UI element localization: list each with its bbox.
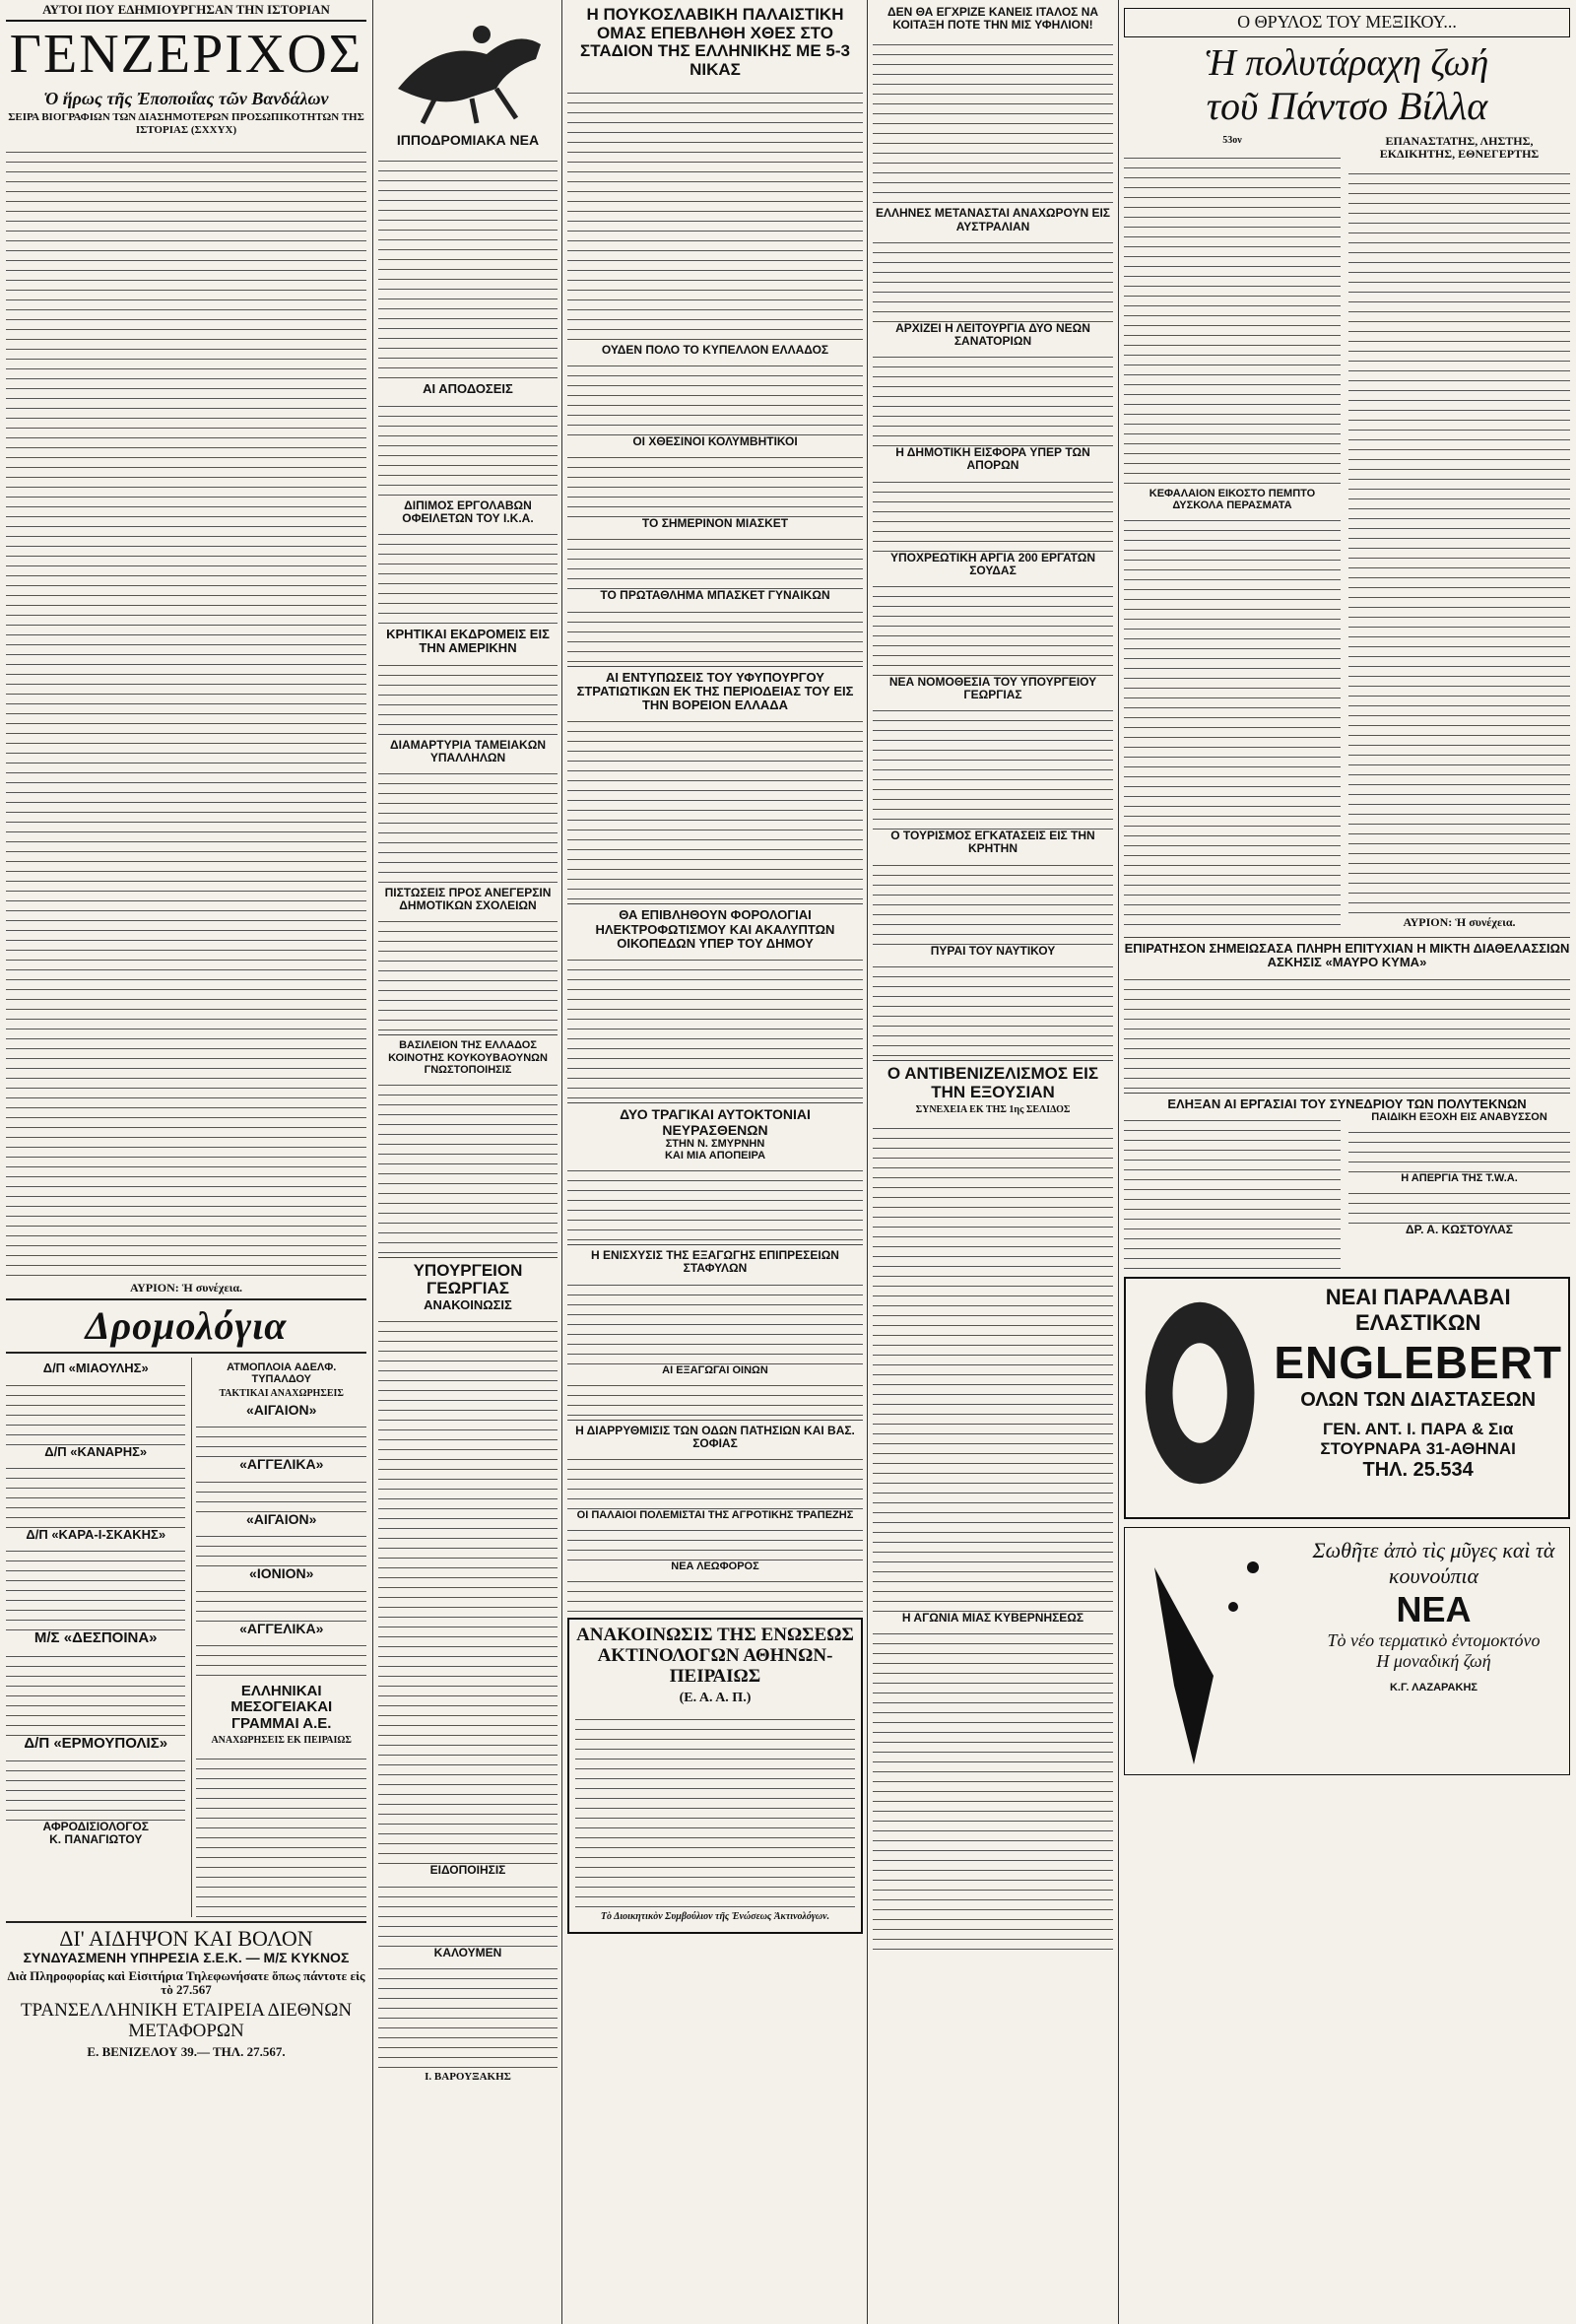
article-body-text: [1348, 165, 1570, 913]
article-body-text: [567, 1162, 863, 1240]
article-body-text: [567, 530, 863, 589]
series-label: ΣΕΙΡΑ ΒΙΟΓΡΑΦΙΩΝ ΤΩΝ ΔΙΑΣΗΜΟΤΕΡΩΝ ΠΡΟΣΩΠΙΚΟΤΗΤΩΝ ΤΗΣ ΙΣΤΟΡΙΑΣ (ΣΧΧΥΧ): [8, 111, 364, 136]
schedule-text: [196, 1418, 366, 1457]
article-body-text: [567, 951, 863, 1098]
ship-name: «ΑΓΓΕΛΙΚΑ»: [239, 1620, 324, 1636]
article-body-text: [873, 35, 1113, 203]
article-body-text: [567, 1572, 863, 1612]
ship-name: Δ/Π «ΚΑΝΑΡΗΣ»: [44, 1443, 148, 1459]
article-title: ΓΕΝΖΕΡΙΧΟΣ: [9, 23, 363, 85]
subheading: Η ΑΓΩΝΙΑ ΜΙΑΣ ΚΥΒΕΡΝΗΣΕΩΣ: [901, 1610, 1084, 1625]
ship-name: «ΑΓΓΕΛΙΚΑ»: [239, 1456, 324, 1473]
column-2: [378, 0, 558, 2324]
notice-heading: ΑΝΑΚΟΙΝΩΣΙΣ: [424, 1297, 512, 1313]
subheading: ΠΙΣΤΩΣΕΙΣ ΠΡΟΣ ΑΝΕΓΕΡΣΙΝ ΔΗΜΟΤΙΚΩΝ ΣΧΟΛΕΙΩΝ: [384, 886, 552, 913]
headline: ΝΕΑ ΝΟΜΟΘΕΣΙΑ ΤΟΥ ΥΠΟΥΡΓΕΙΟΥ ΓΕΩΡΓΙΑΣ: [888, 674, 1097, 702]
subheading: ΣΤΗΝ Ν. ΣΜΥΡΝΗΝ: [665, 1138, 765, 1151]
notice-heading: ΕΙΔΟΠΟΙΗΣΙΣ: [429, 1863, 506, 1878]
article-body-text: [1124, 1111, 1341, 1269]
ad-line: ΣΤΟΥΡΝΑΡΑ 31-ΑΘΗΝΑΙ: [1320, 1438, 1516, 1458]
subheading: ΝΕΑ ΛΕΩΦΟΡΟΣ: [671, 1560, 759, 1573]
column-5: [1124, 0, 1570, 2324]
ad-line: Τὸ νέο τερματικὸ ἐντομοκτόνο: [1327, 1629, 1541, 1650]
article-body-text: [567, 712, 863, 899]
headline: ΑΡΧΙΖΕΙ Η ΛΕΙΤΟΥΡΓΙΑ ΔΥΟ ΝΕΩΝ ΣΑΝΑΤΟΡΙΩΝ: [895, 320, 1090, 348]
article-title: τοῦ Πάντσο Βίλλα: [1206, 83, 1488, 128]
announcement-text: [575, 1710, 855, 1907]
headline: Η ΔΗΜΟΤΙΚΗ ΕΙΣΦΟΡΑ ΥΠΕΡ ΤΩΝ ΑΠΟΡΩΝ: [895, 445, 1090, 473]
announcement-subtitle: (Ε. Α. Α. Π.): [679, 1690, 752, 1705]
article-body-text: [378, 152, 558, 378]
schedule-text: [196, 1750, 366, 1917]
ad-line: Σωθῆτε ἀπὸ τὶς μῦγες καὶ τὰ κουνούπια: [1312, 1537, 1555, 1588]
article-title: Ἡ πολυτάραχη ζωή: [1205, 41, 1489, 84]
schedule-text: [196, 1636, 366, 1676]
subheading: ΟΙ ΧΘΕΣΙΝΟΙ ΚΟΛΥΜΒΗΤΙΚΟΙ: [632, 433, 798, 448]
article-subtitle: Ὁ ἥρως τῆς Ἐποποιΐας τῶν Βανδάλων: [43, 88, 329, 108]
ship-name: Δ/Π «ΜΙΑΟΥΛΗΣ»: [42, 1361, 149, 1376]
notice-heading: ΚΑΛΟΥΜΕΝ: [433, 1945, 502, 1959]
article-body-text: [873, 1625, 1113, 1950]
article-body-text: [567, 357, 863, 435]
ad-line: Κ.Γ. ΛΑΖΑΡΑΚΗΣ: [1389, 1681, 1478, 1693]
headline: ΘΑ ΕΠΙΒΛΗΘΟΥΝ ΦΟΡΟΛΟΓΙΑΙ ΗΛΕΚΤΡΟΦΩΤΙΣΜΟΥ ΚΑΙ ΑΚΑΛΥΠΤΩΝ ΟΙΚΟΠΕΔΩΝ ΥΠΕΡ ΤΟΥ ΔΗΜΟΥ: [595, 907, 835, 951]
ad-headline: ΝΕΑΙ ΠΑΡΑΛΑΒΑΙ ΕΛΑΣΤΙΚΩΝ: [1325, 1284, 1511, 1335]
headline: ΠΥΡΑΙ ΤΟΥ ΝΑΥΤΙΚΟΥ: [930, 943, 1056, 958]
ship-name: Δ/Π «ΕΡΜΟΥΠΟΛΙΣ»: [24, 1734, 168, 1752]
headline: ΔΥΟ ΤΡΑΓΙΚΑΙ ΑΥΤΟΚΤΟΝΙΑΙ ΝΕΥΡΑΣΘΕΝΩΝ: [620, 1106, 811, 1138]
kicker: ΑΥΤΟΙ ΠΟΥ ΕΔΗΜΙΟΥΡΓΗΣΑΝ ΤΗΝ ΙΣΤΟΡΙΑΝ: [6, 3, 366, 22]
article-body-text: [567, 1276, 863, 1364]
headline: ΑΙ ΕΝΤΥΠΩΣΕΙΣ ΤΟΥ ΥΦΥΠΟΥΡΓΟΥ ΣΤΡΑΤΙΩΤΙΚΩΝ ΕΚ ΤΗΣ ΠΕΡΙΟΔΕΙΑΣ ΤΟΥ ΕΙΣ ΤΗΝ ΒΟΡΕΙΟΝ ΕΛΛΑΔΑ: [576, 669, 854, 713]
article-body-text: [873, 1119, 1113, 1612]
article-body-text: [873, 856, 1113, 945]
tire-illustration: [1132, 1285, 1268, 1501]
article-body-text: [1124, 970, 1570, 1089]
headline: Ο ΤΟΥΡΙΣΜΟΣ ΕΓΚΑΤΑΣΕΙΣ ΕΙΣ ΤΗΝ ΚΡΗΤΗΝ: [890, 829, 1095, 856]
article-body-text: [1124, 149, 1341, 484]
article-body-text: [378, 764, 558, 883]
column-rule: [372, 0, 373, 2324]
notice-heading: ΓΝΩΣΤΟΠΟΙΗΣΙΣ: [424, 1063, 512, 1076]
ship-name: «ΑΙΓΑΙΟΝ»: [245, 1510, 317, 1527]
article-body-text: [873, 577, 1113, 676]
signature: Ι. ΒΑΡΟΥΞΑΚΗΣ: [425, 2070, 511, 2083]
insecticide-ad: [1124, 1527, 1570, 1775]
ship-name: «ΙΟΝΙΟΝ»: [249, 1565, 314, 1582]
ship-name: «ΑΙΓΑΙΟΝ»: [245, 1401, 317, 1418]
agent-name: Κ. ΠΑΝΑΓΙΩΤΟΥ: [49, 1832, 143, 1847]
column-1: [6, 0, 366, 2324]
announcement-box: [567, 1618, 863, 1933]
ad-line: Διὰ Πληροφορίας καὶ Εἰσιτήρια Τηλεφωνήσατε ὅπως πάντοτε εἰς τὸ 27.567: [7, 1967, 365, 1998]
ad-line: ΓΕΝ. ΑΝΤ. Ι. ΠΑΡΑ & Σια: [1322, 1419, 1514, 1438]
schedule-text: [6, 1752, 185, 1821]
notice-text: [378, 1878, 558, 1947]
schedule-text: [196, 1527, 366, 1566]
subheading: ΤΟ ΣΗΜΕΡΙΝΟΝ ΜΙΑΣΚΕΤ: [641, 516, 789, 531]
subheading: ΔΙΠΙΜΟΣ ΕΡΓΟΛΑΒΩΝ ΟΦΕΙΛΕΤΩΝ ΤΟΥ Ι.Κ.Α.: [402, 498, 534, 525]
schedule-text: [6, 1376, 185, 1445]
article-body-text: [567, 1450, 863, 1509]
subheading: ΟΙ ΠΑΛΑΙΟΙ ΠΟΛΕΜΙΣΤΑΙ ΤΗΣ ΑΓΡΟΤΙΚΗΣ ΤΡΑΠΕΖΗΣ: [576, 1509, 854, 1522]
article-body-text: [378, 912, 558, 1030]
ad-line: ΣΥΝΔΥΑΣΜΕΝΗ ΥΠΗΡΕΣΙΑ Σ.Ε.Κ. — Μ/Σ ΚΥΚΝΟΣ: [23, 1950, 350, 1966]
article-body-text: [378, 397, 558, 496]
notice-heading: ΒΑΣΙΛΕΙΟΝ ΤΗΣ ΕΛΛΑΔΟΣ: [399, 1039, 537, 1052]
subheading: ΚΑΙ ΜΙΑ ΑΠΟΠΕΙΡΑ: [664, 1150, 766, 1162]
chapter-heading: ΚΕΦΑΛΑΙΟΝ ΕΙΚΟΣΤΟ ΠΕΜΠΤΟ: [1149, 488, 1316, 500]
schedule-text: [6, 1542, 185, 1630]
shipping-tactic: ΤΑΚΤΙΚΑΙ ΑΝΑΧΩΡΗΣΕΙΣ: [219, 1388, 344, 1400]
englebert-ad: [1124, 1277, 1570, 1519]
article-body-text: [873, 348, 1113, 446]
column-3: [567, 0, 863, 2324]
article-body-text: [567, 603, 863, 662]
headline: ΔΕΝ ΘΑ ΕΓΧΡΙΖΕ ΚΑΝΕΙΣ ΙΤΑΛΟΣ ΝΑ ΚΟΙΤΑΞΗ ΠΟΤΕ ΤΗΝ ΜΙΣ ΥΦΗΛΙΟΝ!: [886, 5, 1099, 33]
subheading: ΑΙ ΑΠΟΔΟΣΕΙΣ: [423, 381, 513, 397]
column-rule: [561, 0, 562, 2324]
schedule-text: [196, 1473, 366, 1512]
subheading: ΑΙ ΕΞΑΓΩΓΑΙ ΟΙΝΩΝ: [662, 1363, 768, 1376]
article-body-text: [873, 233, 1113, 322]
ad-line: Ε. ΒΕΝΙΖΕΛΟΥ 39.— ΤΗΛ. 27.567.: [87, 2044, 286, 2060]
article-body-text: [567, 1521, 863, 1560]
ship-name: Μ/Σ «ΔΕΣΠΟΙΝΑ»: [33, 1629, 158, 1647]
continued-label: ΑΥΡΙΟΝ: Ἡ συνέχεια.: [129, 1280, 243, 1295]
ad-line: Η μοναδική ζωή: [1376, 1650, 1491, 1671]
headline: ΕΛΗΞΑΝ ΑΙ ΕΡΓΑΣΙΑΙ ΤΟΥ ΣΥΝΕΔΡΙΟΥ ΤΩΝ ΠΟΛΥΤΕΚΝΩΝ: [1167, 1096, 1527, 1111]
ad-brand: ENGLEBERT: [1274, 1336, 1562, 1388]
column-rule: [867, 0, 868, 2324]
schedule-text: [6, 1647, 185, 1736]
horse-rider-illustration: [378, 0, 558, 128]
agent-label: ΑΦΡΟΔΙΣΙΟΛΟΓΟΣ: [42, 1820, 149, 1834]
headline: ΕΛΛΗΝΕΣ ΜΕΤΑΝΑΣΤΑΙ ΑΝΑΧΩΡΟΥΝ ΕΙΣ ΑΥΣΤΡΑΛΙΑΝ: [875, 206, 1111, 233]
notice-text: [378, 1312, 558, 1864]
series-banner: Ο ΘΡΥΛΟΣ ΤΟΥ ΜΕΞΙΚΟΥ...: [1124, 8, 1570, 37]
notice-heading: ΥΠΟΥΡΓΕΙΟΝ ΓΕΩΡΓΙΑΣ: [413, 1260, 523, 1298]
article-body-text: [378, 656, 558, 735]
doctor-name: ΔΡ. Α. ΚΩΣΤΟΥΛΑΣ: [1405, 1223, 1514, 1237]
article-body-text: [378, 525, 558, 624]
headline: Η ΠΟΥΚΟΣΛΑΒΙΚΗ ΠΑΛΑΙΣΤΙΚΗ ΟΜΑΣ ΕΠΕΒΛΗΘΗ ΧΘΕΣ ΣΤΟ ΣΤΑΔΙΟΝ ΤΗΣ ΕΛΛΗΝΙΚΗΣ ΜΕ 5-3 ΝΙΚΑΣ: [580, 5, 850, 80]
subheading: ΠΑΙΔΙΚΗ ΕΞΟΧΗ ΕΙΣ ΑΝΑΒΥΣΣΟΝ: [1371, 1110, 1547, 1123]
headline: ΥΠΟΧΡΕΩΤΙΚΗ ΑΡΓΙΑ 200 ΕΡΓΑΤΩΝ ΣΟΥΔΑΣ: [889, 550, 1096, 577]
subheading: ΔΙΑΜΑΡΤΥΡΙΑ ΤΑΜΕΙΑΚΩΝ ΥΠΑΛΛΗΛΩΝ: [389, 737, 547, 764]
subheading: ΟΥΔΕΝ ΠΟΛΟ ΤΟ ΚΥΠΕΛΛΟΝ ΕΛΛΑΔΟΣ: [601, 342, 829, 357]
notice-heading: ΚΟΙΝΟΤΗΣ ΚΟΥΚΟΥΒΑΟΥΝΩΝ: [388, 1051, 548, 1064]
continued-label: ΑΥΡΙΟΝ: Ἡ συνέχεια.: [1403, 915, 1516, 930]
ad-line: ΔΙ' ΑΙΔΗΨΟΝ ΚΑΙ ΒΟΛΟΝ: [59, 1925, 313, 1951]
spray-illustration: [1125, 1528, 1292, 1774]
headline: Η ΔΙΑΡΡΥΘΜΙΣΙΣ ΤΩΝ ΟΔΩΝ ΠΑΤΗΣΙΩΝ ΚΑΙ ΒΑΣ. ΣΟΦΙΑΣ: [575, 1423, 855, 1450]
article-body-text: [873, 701, 1113, 830]
article-subtitle: ΕΠΑΝΑΣΤΑΤΗΣ, ΛΗΣΤΗΣ, ΕΚΔΙΚΗΤΗΣ, ΕΘΝΕΓΕΡΤΗΣ: [1379, 133, 1540, 162]
schedule-text: [6, 1459, 185, 1528]
notice-text: [378, 1076, 558, 1253]
continued-label: ΣΥΝΕΧΕΙΑ ΕΚ ΤΗΣ 1ης ΣΕΛΙΔΟΣ: [915, 1104, 1071, 1116]
article-body-text: [873, 473, 1113, 552]
article-body-text: [6, 143, 366, 1276]
headline: Η ΕΝΙΣΧΥΣΙΣ ΤΗΣ ΕΞΑΓΩΓΗΣ ΕΠΙΠΡΕΣΕΙΩΝ ΣΤΑΦΥΛΩΝ: [591, 1248, 839, 1276]
ad-line: ΟΛΩΝ ΤΩΝ ΔΙΑΣΤΑΣΕΩΝ: [1300, 1388, 1537, 1411]
section-title: Δρομολόγια: [85, 1303, 288, 1349]
announcement-title: ΑΝΑΚΟΙΝΩΣΙΣ ΤΗΣ ΕΝΩΣΕΩΣ ΑΚΤΙΝΟΛΟΓΩΝ ΑΘΗΝΩΝ-ΠΕΙΡΑΙΩΣ: [576, 1625, 854, 1688]
article-body-text: [1348, 1123, 1570, 1172]
ad-line: ΤΡΑΝΣΕΛΛΗΝΙΚΗ ΕΤΑΙΡΕΙΑ ΔΙΕΘΝΩΝ ΜΕΤΑΦΟΡΩΝ: [20, 2000, 353, 2042]
article-body-text: [567, 448, 863, 517]
section-title: ΙΠΠΟΔΡΟΜΙΑΚΑ ΝΕΑ: [396, 132, 540, 148]
chapter-heading: ΔΥΣΚΟΛΑ ΠΕΡΑΣΜΑΤΑ: [1172, 499, 1292, 512]
headline: ΕΠΙΡΑΤΗΣΟΝ ΣΗΜΕΙΩΣΑΣΑ ΠΛΗΡΗ ΕΠΙΤΥΧΙΑΝ Η ΜΙΚΤΗ ΔΙΑΘΕΛΑΣΣΙΩΝ ΑΣΚΗΣΙΣ «ΜΑΥΡΟ ΚΥΜΑ»: [1124, 940, 1570, 970]
schedule-text: [196, 1582, 366, 1622]
notice-text: [378, 1959, 558, 2068]
headline: Ο ΑΝΤΙΒΕΝΙΖΕΛΙΣΜΟΣ ΕΙΣ ΤΗΝ ΕΞΟΥΣΙΑΝ: [886, 1063, 1099, 1101]
article-body-text: [567, 1376, 863, 1416]
subheading: ΤΟ ΠΡΩΤΑΘΛΗΜΑ ΜΠΑΣΚΕΤ ΓΥΝΑΙΚΩΝ: [600, 588, 830, 603]
article-body-text: [567, 84, 863, 340]
subheading: Η ΑΠΕΡΓΙΑ ΤΗΣ Τ.W.A.: [1401, 1171, 1518, 1184]
departures-label: ΑΝΑΧΩΡΗΣΕΙΣ ΕΚ ΠΕΙΡΑΙΩΣ: [211, 1735, 352, 1747]
article-body-text: [1124, 511, 1341, 925]
shipping-firm: ΕΛΛΗΝΙΚΑΙ ΜΕΣΟΓΕΙΑΚΑΙ ΓΡΑΜΜΑΙ Α.Ε.: [230, 1682, 333, 1732]
article-body-text: [873, 958, 1113, 1056]
ad-line: ΤΗΛ. 25.534: [1362, 1458, 1474, 1481]
article-body-text: [1348, 1184, 1570, 1224]
installment-label: 53ον: [1222, 134, 1242, 146]
ad-brand: ΝΕΑ: [1396, 1588, 1472, 1629]
announcement-signature: Τὸ Διοικητικὸν Συμβούλιον τῆς Ἑνώσεως Ἀκτινολόγων.: [600, 1911, 830, 1923]
column-rule: [1118, 0, 1119, 2324]
shipping-firm: ΑΤΜΟΠΛΟΙΑ ΑΔΕΛΦ. ΤΥΠΑΛΔΟΥ: [227, 1361, 337, 1386]
ship-name: Δ/Π «ΚΑΡΑ-Ι-ΣΚΑΚΗΣ»: [26, 1526, 166, 1542]
subheading: ΚΡΗΤΙΚΑΙ ΕΚΔΡΟΜΕΙΣ ΕΙΣ ΤΗΝ ΑΜΕΡΙΚΗΝ: [386, 627, 550, 656]
column-4: [873, 0, 1113, 2324]
